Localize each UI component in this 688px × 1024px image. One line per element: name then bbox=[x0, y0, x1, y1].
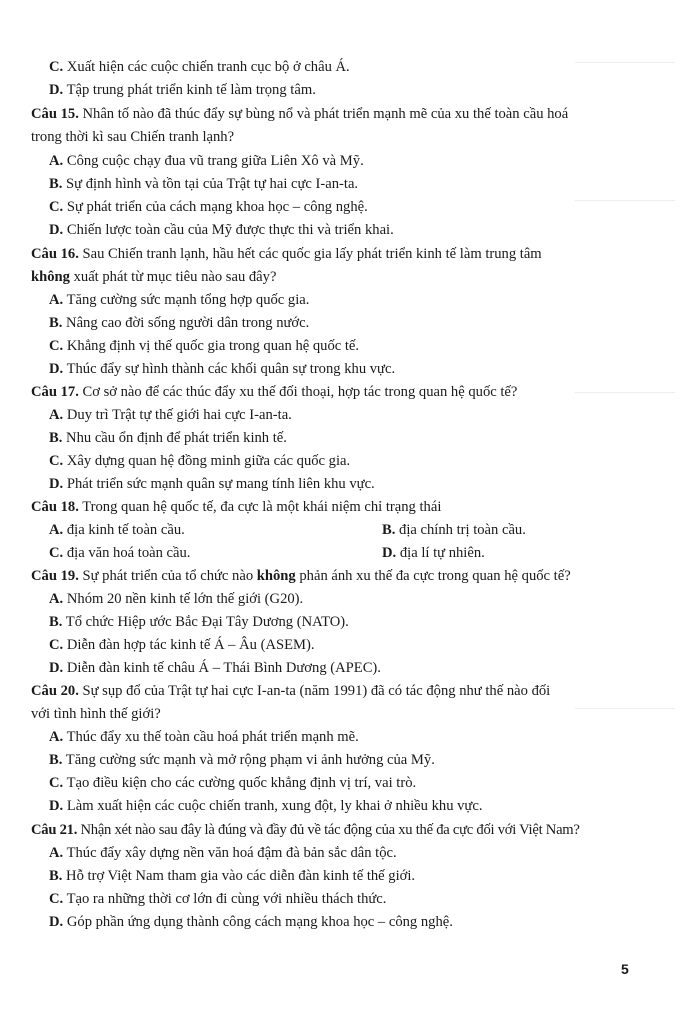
question-text: Cơ sở nào để các thúc đẩy xu thế đối thoại, hợp tác trong quan hệ quốc tế? bbox=[78, 384, 518, 400]
show-through-mark bbox=[575, 708, 675, 709]
option-text: Sự định hình và tồn tại của Trật tự hai cực I-an-ta. bbox=[62, 176, 359, 192]
question-number: Câu 19. bbox=[31, 568, 79, 584]
answer-option bbox=[49, 796, 482, 816]
question-number: Câu 17. bbox=[31, 384, 79, 400]
option-label: D. bbox=[49, 660, 64, 676]
question-18 bbox=[31, 497, 441, 517]
answer-option bbox=[49, 80, 316, 100]
option-label: D. bbox=[49, 361, 64, 377]
option-label: A. bbox=[49, 153, 64, 169]
show-through-mark bbox=[575, 392, 675, 393]
option-label: C. bbox=[49, 891, 64, 907]
answer-option bbox=[49, 635, 315, 655]
option-label: D. bbox=[49, 82, 64, 98]
option-text: Tăng cường sức mạnh và mở rộng phạm vi ảnh hưởng của Mỹ. bbox=[62, 752, 435, 768]
answer-option bbox=[49, 866, 415, 886]
answer-option bbox=[49, 912, 453, 932]
answer-option bbox=[49, 336, 359, 356]
question-text: Trong quan hệ quốc tế, đa cực là một khái niệm chỉ trạng thái bbox=[78, 499, 442, 515]
option-text: Diễn đàn hợp tác kinh tế Á – Âu (ASEM). bbox=[63, 637, 315, 653]
question-text: trong thời kì sau Chiến tranh lạnh? bbox=[31, 129, 235, 145]
option-text: Khẳng định vị thế quốc gia trong quan hệ quốc tế. bbox=[63, 338, 360, 354]
option-text: địa văn hoá toàn cầu. bbox=[63, 545, 191, 561]
question-text: Sự phát triển của tổ chức nào bbox=[78, 568, 257, 584]
show-through-mark bbox=[575, 200, 675, 201]
option-label: B. bbox=[49, 430, 63, 446]
option-label: A. bbox=[49, 407, 64, 423]
option-label: A. bbox=[49, 845, 64, 861]
option-label: D. bbox=[49, 914, 64, 930]
question-text: Sau Chiến tranh lạnh, hầu hết các quốc gia lấy phát triển kinh tế làm trung tâm bbox=[78, 246, 542, 262]
question-19 bbox=[31, 566, 571, 586]
option-text: Phát triển sức mạnh quân sự mang tính liên khu vực. bbox=[63, 476, 375, 492]
option-text: Thúc đẩy sự hình thành các khối quân sự trong khu vực. bbox=[63, 361, 396, 377]
answer-option bbox=[49, 750, 435, 770]
option-text: Diễn đàn kinh tế châu Á – Thái Bình Dương (APEC). bbox=[63, 660, 381, 676]
emphasis-word: không bbox=[31, 269, 70, 285]
answer-option bbox=[49, 174, 358, 194]
question-text-continued bbox=[31, 704, 161, 724]
answer-option bbox=[49, 843, 397, 863]
option-label: C. bbox=[49, 59, 64, 75]
answer-option bbox=[382, 520, 526, 540]
option-text: Sự phát triển của cách mạng khoa học – công nghệ. bbox=[63, 199, 368, 215]
question-text-continued bbox=[31, 267, 276, 287]
question-text: Nhận xét nào sau đây là đúng và đầy đủ về tác động của xu thế đa cực đối với Việt Nam? bbox=[77, 822, 580, 838]
option-text: Chiến lược toàn cầu của Mỹ được thực thi và triển khai. bbox=[63, 222, 394, 238]
option-label: B. bbox=[49, 315, 63, 331]
answer-option bbox=[49, 428, 287, 448]
answer-option bbox=[49, 359, 395, 379]
answer-option bbox=[49, 658, 381, 678]
answer-option bbox=[49, 197, 368, 217]
option-label: C. bbox=[49, 453, 64, 469]
question-number: Câu 18. bbox=[31, 499, 79, 515]
answer-option bbox=[49, 727, 359, 747]
option-text: địa chính trị toàn cầu. bbox=[395, 522, 526, 538]
answer-option bbox=[49, 151, 364, 171]
option-label: B. bbox=[49, 868, 63, 884]
option-text: Nâng cao đời sống người dân trong nước. bbox=[62, 315, 310, 331]
option-text: Xuất hiện các cuộc chiến tranh cục bộ ở châu Á. bbox=[63, 59, 350, 75]
option-text: Hỗ trợ Việt Nam tham gia vào các diễn đàn kinh tế thế giới. bbox=[62, 868, 416, 884]
emphasis-word: không bbox=[256, 568, 296, 584]
option-text: Tổ chức Hiệp ước Bắc Đại Tây Dương (NATO). bbox=[62, 614, 349, 630]
option-label: D. bbox=[49, 222, 64, 238]
option-label: C. bbox=[49, 637, 64, 653]
option-label: B. bbox=[49, 752, 63, 768]
question-number: Câu 20. bbox=[31, 683, 79, 699]
option-text: Tăng cường sức mạnh tổng hợp quốc gia. bbox=[63, 292, 310, 308]
question-15 bbox=[31, 104, 568, 124]
answer-option bbox=[49, 290, 309, 310]
option-label: B. bbox=[49, 614, 63, 630]
option-text: Thúc đẩy xây dựng nền văn hoá đậm đà bản sắc dân tộc. bbox=[63, 845, 397, 861]
answer-option bbox=[49, 773, 416, 793]
answer-option bbox=[49, 405, 292, 425]
option-text: Làm xuất hiện các cuộc chiến tranh, xung đột, ly khai ở nhiều khu vực. bbox=[63, 798, 483, 814]
option-label: B. bbox=[49, 176, 63, 192]
question-number: Câu 15. bbox=[31, 106, 79, 122]
question-20 bbox=[31, 681, 550, 701]
question-text: xuất phát từ mục tiêu nào sau đây? bbox=[69, 269, 277, 285]
option-label: D. bbox=[49, 798, 64, 814]
question-text: với tình hình thế giới? bbox=[31, 706, 161, 722]
question-text-continued bbox=[31, 127, 234, 147]
question-17 bbox=[31, 382, 517, 402]
question-text: Nhân tố nào đã thúc đẩy sự bùng nổ và phát triển mạnh mẽ của xu thế toàn cầu hoá bbox=[78, 106, 569, 122]
answer-option bbox=[49, 889, 386, 909]
question-number: Câu 16. bbox=[31, 246, 79, 262]
option-text: Tạo ra những thời cơ lớn đi cùng với nhiều thách thức. bbox=[63, 891, 387, 907]
option-label: D. bbox=[382, 545, 397, 561]
option-label: D. bbox=[49, 476, 64, 492]
question-text: phản ánh xu thế đa cực trong quan hệ quốc tế? bbox=[295, 568, 571, 584]
answer-option bbox=[382, 543, 485, 563]
option-text: Tạo điều kiện cho các cường quốc khẳng định vị trí, vai trò. bbox=[63, 775, 417, 791]
option-text: Công cuộc chạy đua vũ trang giữa Liên Xô và Mỹ. bbox=[63, 153, 364, 169]
page-number: 5 bbox=[621, 961, 629, 977]
option-label: A. bbox=[49, 292, 64, 308]
question-text: Sự sụp đổ của Trật tự hai cực I-an-ta (năm 1991) đã có tác động như thế nào đối bbox=[78, 683, 551, 699]
option-text: Tập trung phát triển kinh tế làm trọng tâm. bbox=[63, 82, 316, 98]
answer-option bbox=[49, 313, 309, 333]
option-label: C. bbox=[49, 338, 64, 354]
option-text: Nhu cầu ổn định để phát triển kinh tế. bbox=[62, 430, 287, 446]
question-21 bbox=[31, 820, 580, 840]
option-label: A. bbox=[49, 522, 64, 538]
question-16 bbox=[31, 244, 542, 264]
option-text: Nhóm 20 nền kinh tế lớn thế giới (G20). bbox=[63, 591, 304, 607]
option-text: Duy trì Trật tự thế giới hai cực I-an-ta. bbox=[63, 407, 292, 423]
answer-option bbox=[49, 474, 375, 494]
question-number: Câu 21. bbox=[31, 822, 78, 838]
option-text: Góp phần ứng dụng thành công cách mạng khoa học – công nghệ. bbox=[63, 914, 453, 930]
option-label: A. bbox=[49, 729, 64, 745]
answer-option bbox=[49, 57, 350, 77]
answer-option bbox=[49, 451, 350, 471]
answer-option bbox=[49, 589, 303, 609]
answer-option bbox=[49, 220, 394, 240]
option-text: Thúc đẩy xu thế toàn cầu hoá phát triển mạnh mẽ. bbox=[63, 729, 359, 745]
option-text: địa lí tự nhiên. bbox=[396, 545, 485, 561]
answer-option bbox=[49, 612, 349, 632]
option-text: địa kinh tế toàn cầu. bbox=[63, 522, 185, 538]
answer-option bbox=[49, 543, 190, 563]
option-label: C. bbox=[49, 775, 64, 791]
answer-option bbox=[49, 520, 185, 540]
option-text: Xây dựng quan hệ đồng minh giữa các quốc gia. bbox=[63, 453, 351, 469]
option-label: B. bbox=[382, 522, 396, 538]
show-through-mark bbox=[575, 62, 675, 63]
option-label: C. bbox=[49, 545, 64, 561]
option-label: C. bbox=[49, 199, 64, 215]
option-label: A. bbox=[49, 591, 64, 607]
